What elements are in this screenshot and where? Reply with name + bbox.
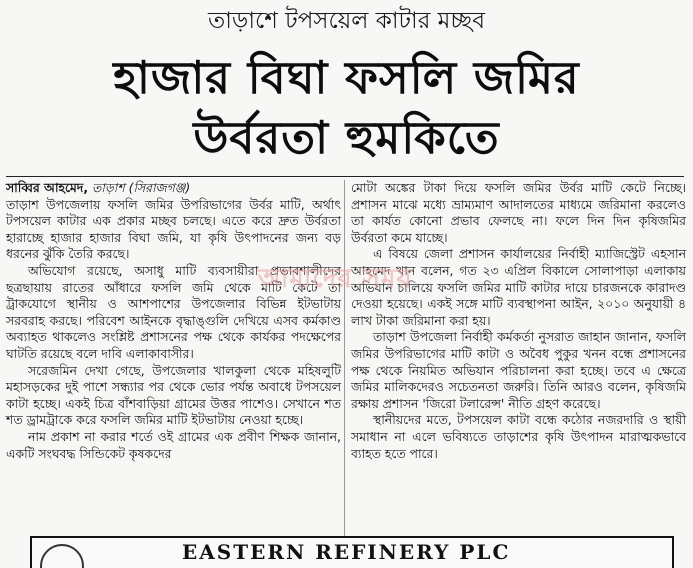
article-column-right [351, 180, 686, 462]
column-divider [344, 180, 345, 538]
article-paragraph: তাড়াশ উপজেলা নির্বাহী কর্মকর্তা নুসরাত জাহান জানান, ফসলি জমির উপরিভাগের মাটি কাটা ও অবৈধ পুকুর খনন বন্ধে প্রশাসনের পক্ষ থেকে নিয়মিত অভিযান পরিচালনা করা হচ্ছে। তবে এ ক্ষেত্রে জমির মালিকদেরও সচেতনতা জরুরি। তিনি আরও বলেন, কৃষিজমি রক্ষায় প্রশাসন 'জিরো টলারেন্স' নীতি গ্রহণ করেছে। [351, 329, 686, 411]
article-paragraph: এ বিষয়ে জেলা প্রশাসন কার্যালয়ের নির্বাহী ম্যাজিস্ট্রেট এহসান আহমেদ খান বলেন, গত ২৩ এপ্রিল বিকালে সোলাপাড়া এলাকায় অভিযান চালিয়ে ফসলি জমির মাটি কাটার দায়ে চারজনকে কারাদণ্ড দেওয়া হয়েছে। একই সঙ্গে মাটি ব্যবস্থাপনা আইন, ২০১০ অনুযায়ী ৪ লাখ টাকা জরিমানা করা হয়। [351, 246, 686, 328]
article-paragraph: অভিযোগ রয়েছে, অসাধু মাটি ব্যবসায়ীরা প্রভাবশালীদের ছত্রছায়ায় রাতের আঁধারে ফসলি জমি থেকে মাটি কেটে তা ট্রাকযোগে স্থানীয় ও আশপাশের উপজেলার বিভিন্ন ইটভাটায় সরবরাহ করছে। পরিবেশ আইনকে বৃদ্ধাঙ্গুলি দেখিয়ে এসব কর্মকাণ্ড অব্যাহত থাকলেও সংশ্লিষ্ট প্রশাসনের পক্ষ থেকে কার্যকর পদক্ষেপের ঘাটতি রয়েছে বলে দাবি এলাকাবাসীর। [6, 262, 341, 361]
headline-line-2: উর্বরতা হুমকিতে [193, 111, 500, 164]
article-paragraph: স্থানীয়দের মতে, টপসয়েল কাটা বন্ধে কঠোর নজরদারি ও স্থায়ী সমাধান না এলে ভবিষ্যতে তাড়াশের কৃষি উৎপাদন মারাত্মকভাবে ব্যাহত হতে পারে। [351, 412, 686, 461]
headline-rule [6, 176, 684, 177]
article-headline [0, 48, 693, 168]
byline-name: সাব্বির আহমেদ, [6, 180, 89, 195]
article-paragraph: নাম প্রকাশ না করার শর্তে ওই গ্রামের এক প্রবীণ শিক্ষক জানান, একটি সংঘবদ্ধ সিন্ডিকেট কৃষকদের [6, 428, 341, 461]
advertisement-banner [30, 536, 674, 568]
article-paragraph: সরেজমিন দেখা গেছে, উপজেলার খালকুলা থেকে মহিষলুটি মহাসড়কের দুই পাশে সন্ধ্যার পর থেকে ভোর পর্যন্ত অবাধে টপসয়েল কাটা হচ্ছে। একই চিত্র বাঁশবাড়িয়া গ্রামের উত্তর পাশেও। সেখানে শত শত ড্রামট্রাকে করে ফসলি জমির মাটি ইটভাটায় নেওয়া হচ্ছে। [6, 362, 341, 428]
byline-place: তাড়াশ (সিরাজগঞ্জ) [91, 180, 191, 195]
article-kicker: তাড়াশে টপসয়েল কাটার মচ্ছব [207, 8, 486, 34]
article-paragraph: মোটা অঙ্কের টাকা দিয়ে ফসলি জমির উর্বর মাটি কেটে নিচ্ছে। প্রশাসন মাঝে মধ্যে ভ্রাম্যমাণ আদালতের মাধ্যমে জরিমানা করলেও তা কার্যত কোনো প্রভাব ফেলছে না। ফলে দিন দিন কৃষিজমির উর্বরতা কমে যাচ্ছে। [351, 180, 686, 245]
newspaper-watermark: আমাদের সময় [258, 264, 413, 294]
headline-line-1: হাজার বিঘা ফসলি জমির [113, 51, 580, 104]
advertisement-text: EASTERN REFINERY PLC [182, 540, 511, 564]
paragraph-text: তাড়াশ উপজেলায় ফসলি জমির উপরিভাগের উর্বর মাটি, অর্থাৎ টপসয়েল কাটার এক প্রকার মচ্ছব চলছে। এতে করে দ্রুত উর্বরতা হারাচ্ছে হাজার হাজার বিঘা জমি, যা কৃষি উৎপাদনের জন্য বড় ধরনের ঝুঁকি তৈরি করছে। [6, 196, 341, 262]
article-paragraph [6, 180, 341, 263]
company-logo-icon [40, 544, 84, 568]
article-column-left [6, 180, 341, 462]
